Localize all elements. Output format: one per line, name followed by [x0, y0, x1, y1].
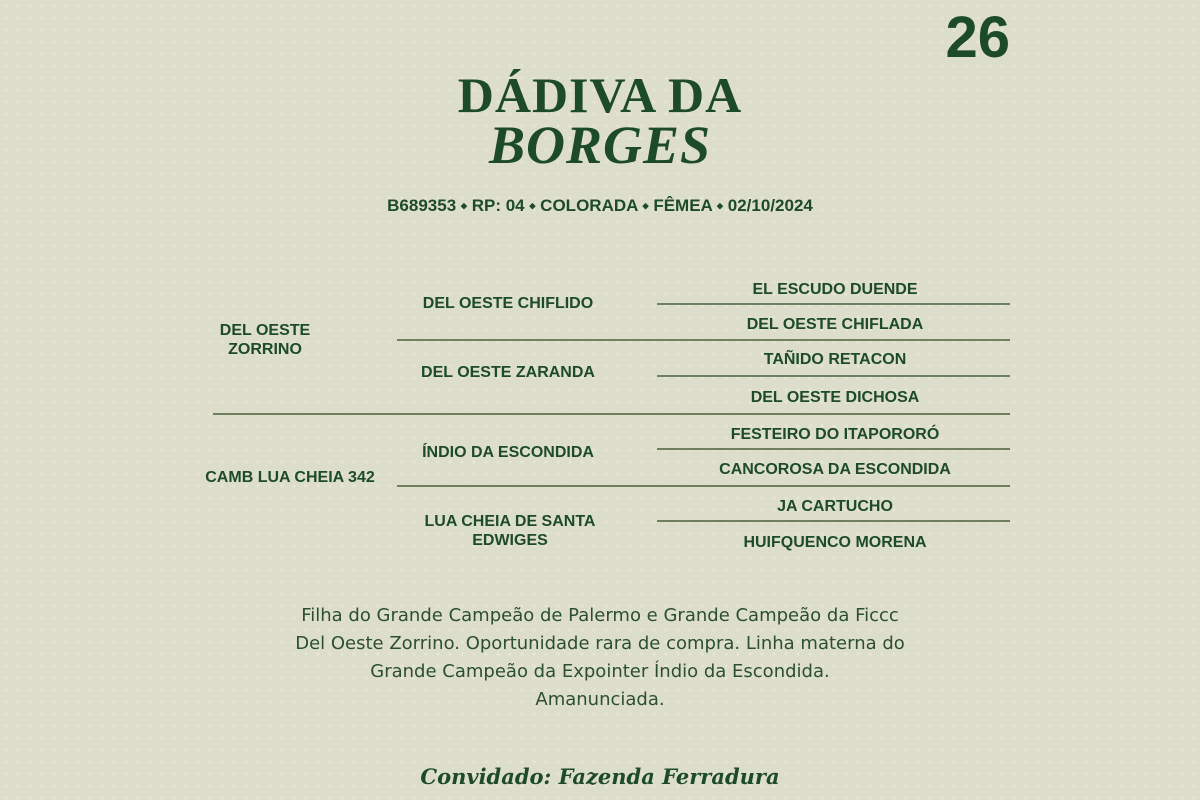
description-line: Filha do Grande Campeão de Palermo e Grande Campeão da Ficcc — [301, 605, 899, 626]
description-line: Amanunciada. — [535, 689, 665, 710]
divider-main — [213, 413, 1010, 415]
divider-sire — [397, 339, 1010, 341]
divider-gen3 — [657, 448, 1010, 450]
animal-info: B689353 ⬩ RP: 04 ⬩ COLORADA ⬩ FÊMEA ⬩ 02/10/2024 — [387, 196, 813, 215]
gen3-1: EL ESCUDO DUENDE — [752, 281, 918, 298]
description-line: Grande Campeão da Expointer Índio da Escondida. — [370, 661, 830, 682]
dam: CAMB LUA CHEIA 342 — [205, 469, 375, 486]
gen3-4: DEL OESTE DICHOSA — [750, 389, 920, 406]
gen3-3: TAÑIDO RETACON — [763, 351, 907, 368]
sire-sire: DEL OESTE CHIFLIDO — [422, 295, 594, 312]
divider-gen3 — [657, 303, 1010, 305]
divider-gen3 — [657, 520, 1010, 522]
sire-dam: DEL OESTE ZARANDA — [421, 364, 595, 381]
gen3-2: DEL OESTE CHIFLADA — [746, 316, 924, 333]
dam-dam: LUA CHEIA DE SANTA EDWIGES — [424, 513, 596, 549]
lot-number: 26 — [945, 5, 1010, 70]
gen3-5: FESTEIRO DO ITAPORORÓ — [730, 426, 940, 443]
divider-dam — [397, 485, 1010, 487]
animal-name-line1: DÁDIVA DA — [457, 67, 743, 123]
dam-sire: ÍNDIO DA ESCONDIDA — [422, 444, 594, 461]
sire: DEL OESTE ZORRINO — [219, 322, 311, 358]
description-line: Del Oeste Zorrino. Oportunidade rara de compra. Linha materna do — [295, 633, 905, 654]
gen3-8: HUIFQUENCO MORENA — [743, 534, 927, 551]
description — [0, 602, 1200, 714]
animal-name-line2: BORGES — [488, 115, 712, 175]
gen3-6: CANCOROSA DA ESCONDIDA — [719, 461, 951, 478]
divider-gen3 — [657, 375, 1010, 377]
guest-label: Convidado: Fazenda Ferradura — [420, 764, 780, 789]
gen3-7: JA CARTUCHO — [777, 498, 893, 515]
